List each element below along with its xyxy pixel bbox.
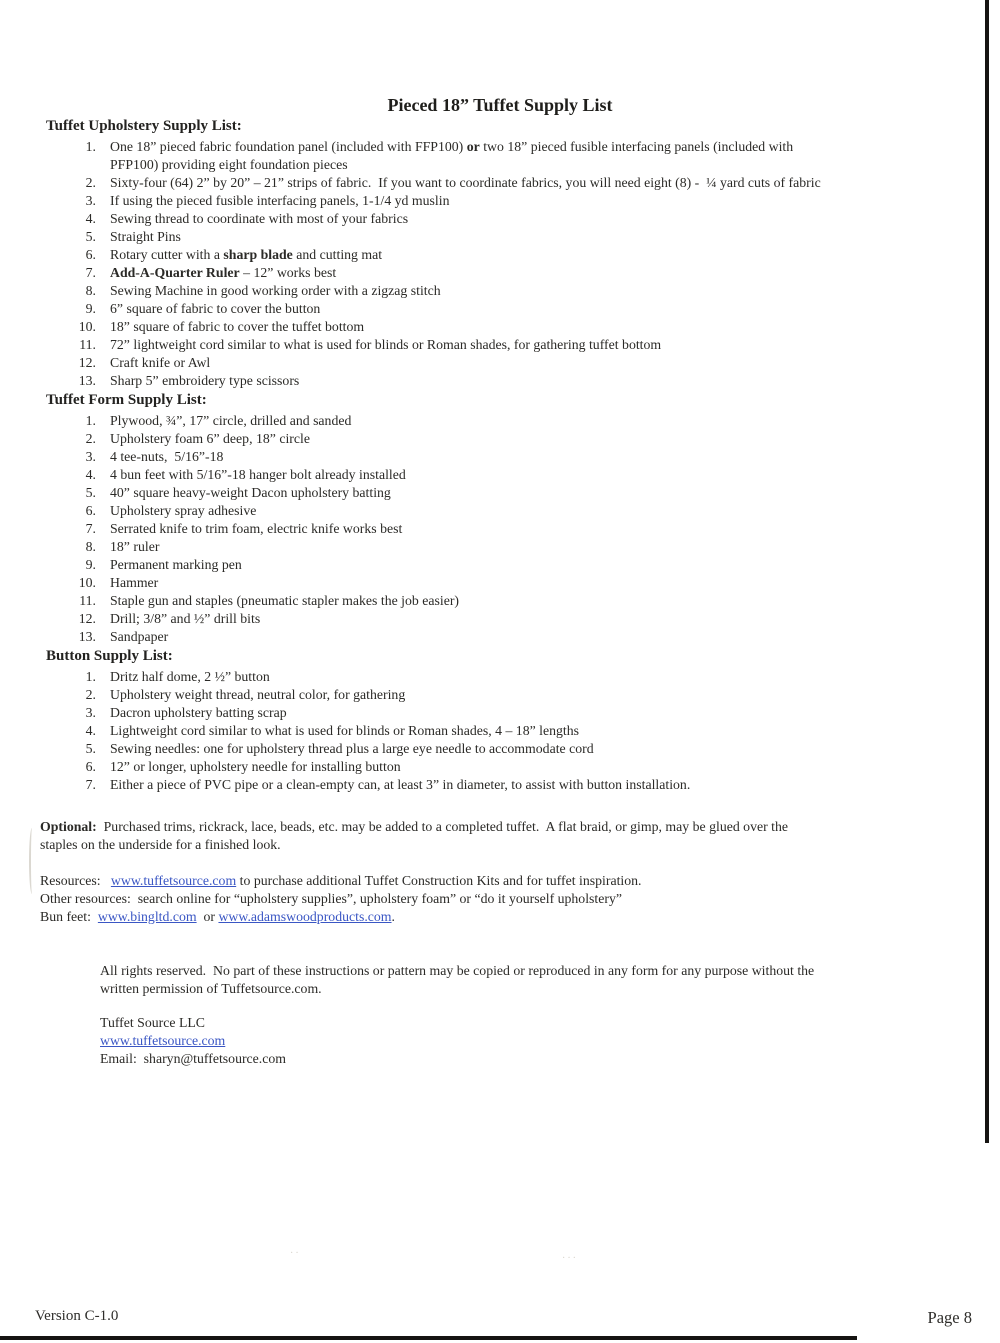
- text-line: [100, 962, 960, 980]
- list-item-number: 1.: [85, 139, 96, 154]
- list-item-number: 4.: [85, 723, 96, 738]
- text-segment: Sewing needles: one for upholstery thread plus a large eye needle to accommodate cord: [110, 741, 594, 756]
- text-segment: Hammer: [110, 575, 159, 590]
- text-segment: Dacron upholstery batting scrap: [110, 705, 287, 720]
- list-item: [0, 336, 1000, 354]
- text-segment: 40” square heavy-weight Dacon upholstery batting: [110, 485, 391, 500]
- list-item-text: [110, 412, 1000, 430]
- page-title: Pieced 18” Tuffet Supply List: [387, 95, 613, 115]
- text-line: [40, 836, 952, 854]
- list-item-number: 5.: [85, 229, 96, 244]
- section-heading: Tuffet Upholstery Supply List:: [46, 118, 242, 134]
- list-item-text: [110, 372, 1000, 390]
- text-line: [110, 538, 960, 556]
- list-item: [0, 610, 1000, 628]
- list-item-text: [110, 282, 1000, 300]
- text-segment: sharp blade: [223, 247, 293, 262]
- hyperlink[interactable]: www.tuffetsource.com: [110, 873, 237, 888]
- list-item-number: 10.: [78, 319, 96, 334]
- list-item-text: [110, 484, 1000, 502]
- list-item: [0, 484, 1000, 502]
- list-item: [0, 354, 1000, 372]
- hyperlink[interactable]: www.tuffetsource.com: [100, 1033, 226, 1048]
- list-item-number: 12.: [78, 355, 96, 370]
- copyright-notice: [100, 962, 960, 998]
- text-segment: and cutting mat: [292, 247, 383, 262]
- list-item: [0, 668, 1000, 686]
- text-segment: Bun feet:: [40, 909, 98, 924]
- list-item: [0, 300, 1000, 318]
- list-item-number: 11.: [79, 593, 96, 608]
- text-segment: Craft knife or Awl: [110, 355, 211, 370]
- text-line: [110, 246, 960, 264]
- text-segment: Straight Pins: [110, 229, 181, 244]
- text-line: [40, 872, 952, 890]
- list-item-number: 3.: [85, 705, 96, 720]
- text-segment: Sewing Machine in good working order with a zigzag stitch: [110, 283, 441, 298]
- list-item-number: 4.: [85, 467, 96, 482]
- list-item-text: [110, 758, 1000, 776]
- text-segment: Optional:: [40, 819, 97, 834]
- text-line: [110, 138, 960, 156]
- scan-speck: ···: [562, 1253, 578, 1264]
- list-item: [0, 776, 1000, 794]
- text-segment: Sandpaper: [110, 629, 169, 644]
- text-line: [110, 722, 960, 740]
- list-item: [0, 758, 1000, 776]
- list-item-text: [110, 592, 1000, 610]
- list-item-number: 3.: [85, 193, 96, 208]
- text-segment: Upholstery weight thread, neutral color, for gathering: [110, 687, 406, 702]
- scan-noise-arc: [29, 828, 35, 894]
- list-item-number: 5.: [85, 485, 96, 500]
- list-item-text: [110, 466, 1000, 484]
- text-line: [110, 758, 960, 776]
- text-line: [110, 210, 960, 228]
- text-segment: 4 tee-nuts, 5/16”-18: [110, 449, 224, 464]
- text-line: [110, 592, 960, 610]
- text-line: [110, 556, 960, 574]
- list-item-text: [110, 300, 1000, 318]
- list-item: [0, 466, 1000, 484]
- list-item: [0, 448, 1000, 466]
- page-number: Page 8: [927, 1308, 972, 1327]
- text-segment: All rights reserved. No part of these instructions or pattern may be copied or reproduced in any form for any purpose without the: [100, 963, 815, 978]
- text-segment: Rotary cutter with a: [110, 247, 224, 262]
- list-item-text: [110, 336, 1000, 354]
- text-segment: 4 bun feet with 5/16”-18 hanger bolt already installed: [110, 467, 406, 482]
- list-item-text: [110, 556, 1000, 574]
- list-item-number: 12.: [78, 611, 96, 626]
- text-line: [110, 174, 960, 192]
- list-item-text: [110, 192, 1000, 210]
- list-item-text: [110, 704, 1000, 722]
- list-item: [0, 210, 1000, 228]
- text-line: [110, 574, 960, 592]
- text-line: [110, 610, 960, 628]
- text-line: [110, 300, 960, 318]
- text-line: [110, 686, 960, 704]
- text-segment: 18” ruler: [110, 539, 160, 554]
- list-item-text: [110, 740, 1000, 758]
- text-segment: written permission of Tuffetsource.com.: [100, 981, 322, 996]
- numbered-list: [0, 668, 1000, 794]
- numbered-list: [0, 138, 1000, 390]
- text-segment: Either a piece of PVC pipe or a clean-empty can, at least 3” in diameter, to assist with button installation.: [110, 777, 691, 792]
- text-segment: .: [391, 909, 395, 924]
- text-segment: 18” square of fabric to cover the tuffet bottom: [110, 319, 365, 334]
- text-segment: Plywood, ¾”, 17” circle, drilled and sanded: [110, 413, 352, 428]
- list-item-number: 7.: [85, 521, 96, 536]
- list-item: [0, 686, 1000, 704]
- list-item: [0, 538, 1000, 556]
- list-item-number: 8.: [85, 539, 96, 554]
- text-line: [110, 448, 960, 466]
- list-item-text: [110, 520, 1000, 538]
- text-line: [100, 980, 960, 998]
- list-item: [0, 722, 1000, 740]
- list-item-number: 7.: [85, 777, 96, 792]
- text-line: [110, 502, 960, 520]
- list-item: [0, 318, 1000, 336]
- supply-lists: [0, 116, 1000, 794]
- text-segment: PFP100) providing eight foundation pieces: [110, 157, 348, 172]
- list-item: [0, 246, 1000, 264]
- text-line: [100, 1014, 1000, 1032]
- text-segment: Tuffet Source LLC: [100, 1015, 206, 1030]
- list-item-text: [110, 246, 1000, 264]
- list-item-text: [110, 430, 1000, 448]
- text-segment: – 12” works best: [239, 265, 337, 280]
- list-item-number: 5.: [85, 741, 96, 756]
- text-line: [110, 156, 960, 174]
- list-item-number: 6.: [85, 503, 96, 518]
- optional-paragraph: [40, 818, 952, 854]
- list-item: [0, 264, 1000, 282]
- text-line: [100, 1032, 1000, 1050]
- text-line: [110, 484, 960, 502]
- text-line: [110, 318, 960, 336]
- text-segment: If using the pieced fusible interfacing panels, 1-1/4 yd muslin: [110, 193, 450, 208]
- list-item: [0, 174, 1000, 192]
- list-item-number: 7.: [85, 265, 96, 280]
- list-item-number: 13.: [78, 373, 96, 388]
- text-segment: One 18” pieced fabric foundation panel (included with FFP100): [110, 139, 467, 154]
- list-item: [0, 704, 1000, 722]
- text-segment: Other resources: search online for “upholstery supplies”, upholstery foam” or “do it yourself upholstery”: [40, 891, 622, 906]
- scan-edge-artifact-bottom: [0, 1336, 857, 1340]
- list-item-text: [110, 318, 1000, 336]
- list-item-text: [110, 668, 1000, 686]
- text-line: [110, 466, 960, 484]
- text-line: [100, 1050, 1000, 1068]
- section-heading: Tuffet Form Supply List:: [46, 392, 207, 408]
- text-segment: Purchased trims, rickrack, lace, beads, etc. may be added to a completed tuffet. A flat braid, or gimp, may be glued over the: [96, 819, 789, 834]
- list-item-text: [110, 264, 1000, 282]
- text-segment: Permanent marking pen: [110, 557, 242, 572]
- list-item: [0, 740, 1000, 758]
- text-segment: or: [196, 909, 219, 924]
- text-line: [40, 890, 952, 908]
- list-item: [0, 372, 1000, 390]
- resources-block: [40, 872, 952, 926]
- text-line: [110, 192, 960, 210]
- text-line: [110, 336, 960, 354]
- text-line: [110, 282, 960, 300]
- text-segment: staples on the underside for a finished look.: [40, 837, 281, 852]
- text-line: [110, 704, 960, 722]
- list-item-number: 1.: [85, 669, 96, 684]
- text-line: [110, 264, 960, 282]
- text-segment: 6” square of fabric to cover the button: [110, 301, 321, 316]
- text-segment: to purchase additional Tuffet Construction Kits and for tuffet inspiration.: [236, 873, 642, 888]
- list-item-text: [110, 574, 1000, 592]
- text-line: [110, 668, 960, 686]
- text-segment: Sharp 5” embroidery type scissors: [110, 373, 300, 388]
- list-item-number: 6.: [85, 247, 96, 262]
- scan-speck: ··: [290, 1248, 301, 1259]
- list-item: [0, 282, 1000, 300]
- list-item-text: [110, 628, 1000, 646]
- list-item-number: 2.: [85, 431, 96, 446]
- text-segment: or: [466, 139, 480, 154]
- text-segment: Add-A-Quarter Ruler: [110, 265, 240, 280]
- list-item-number: 8.: [85, 283, 96, 298]
- list-item-number: 9.: [85, 557, 96, 572]
- list-item-number: 4.: [85, 211, 96, 226]
- text-line: [110, 520, 960, 538]
- version-label: Version C-1.0: [35, 1308, 119, 1324]
- hyperlink[interactable]: www.adamswoodproducts.com: [218, 909, 392, 924]
- text-line: [40, 908, 952, 926]
- text-segment: Resources:: [40, 873, 111, 888]
- section-heading: Button Supply List:: [46, 648, 173, 664]
- scan-edge-artifact-right: [985, 0, 989, 1143]
- text-segment: Drill; 3/8” and ½” drill bits: [110, 611, 261, 626]
- text-segment: two 18” pieced fusible interfacing panels (included with: [479, 139, 794, 154]
- list-item-number: 13.: [78, 629, 96, 644]
- list-item: [0, 412, 1000, 430]
- list-item-text: [110, 538, 1000, 556]
- list-item-number: 1.: [85, 413, 96, 428]
- list-item-number: 6.: [85, 759, 96, 774]
- list-item-number: 10.: [78, 575, 96, 590]
- list-item-text: [110, 776, 1000, 794]
- list-item-text: [110, 138, 1000, 174]
- text-line: [110, 430, 960, 448]
- list-item: [0, 628, 1000, 646]
- text-segment: Serrated knife to trim foam, electric knife works best: [110, 521, 403, 536]
- text-segment: Upholstery spray adhesive: [110, 503, 257, 518]
- text-line: [110, 412, 960, 430]
- text-segment: Dritz half dome, 2 ½” button: [110, 669, 270, 684]
- text-segment: 72” lightweight cord similar to what is used for blinds or Roman shades, for gathering tuffet bottom: [110, 337, 662, 352]
- list-item: [0, 228, 1000, 246]
- list-item-text: [110, 174, 1000, 192]
- list-item-number: 9.: [85, 301, 96, 316]
- list-item-number: 2.: [85, 687, 96, 702]
- text-line: [110, 628, 960, 646]
- contact-block: [100, 1014, 1000, 1068]
- list-item: [0, 592, 1000, 610]
- list-item-text: [110, 228, 1000, 246]
- list-item-text: [110, 210, 1000, 228]
- list-item: [0, 192, 1000, 210]
- list-item-number: 2.: [85, 175, 96, 190]
- text-segment: Staple gun and staples (pneumatic stapler makes the job easier): [110, 593, 460, 608]
- list-item-text: [110, 448, 1000, 466]
- list-item-text: [110, 610, 1000, 628]
- list-item-text: [110, 686, 1000, 704]
- list-item: [0, 430, 1000, 448]
- text-segment: Sewing thread to coordinate with most of your fabrics: [110, 211, 409, 226]
- list-item-text: [110, 722, 1000, 740]
- text-segment: 12” or longer, upholstery needle for installing button: [110, 759, 401, 774]
- text-line: [110, 776, 960, 794]
- text-line: [110, 372, 960, 390]
- list-item-number: 3.: [85, 449, 96, 464]
- list-item: [0, 574, 1000, 592]
- numbered-list: [0, 412, 1000, 646]
- text-line: [110, 354, 960, 372]
- list-item: [0, 556, 1000, 574]
- list-item: [0, 502, 1000, 520]
- text-segment: Lightweight cord similar to what is used for blinds or Roman shades, 4 – 18” lengths: [110, 723, 580, 738]
- text-segment: Email: sharyn@tuffetsource.com: [100, 1051, 287, 1066]
- list-item: [0, 520, 1000, 538]
- text-line: [110, 228, 960, 246]
- list-item-number: 11.: [79, 337, 96, 352]
- list-item-text: [110, 502, 1000, 520]
- text-line: [40, 818, 952, 836]
- text-segment: Sixty-four (64) 2” by 20” – 21” strips of fabric. If you want to coordinate fabrics, you will need eight (8) - ¼ yard cuts of fabric: [110, 175, 821, 190]
- text-line: [110, 740, 960, 758]
- list-item: [0, 138, 1000, 174]
- hyperlink[interactable]: www.bingltd.com: [97, 909, 197, 924]
- list-item-text: [110, 354, 1000, 372]
- text-segment: Upholstery foam 6” deep, 18” circle: [110, 431, 310, 446]
